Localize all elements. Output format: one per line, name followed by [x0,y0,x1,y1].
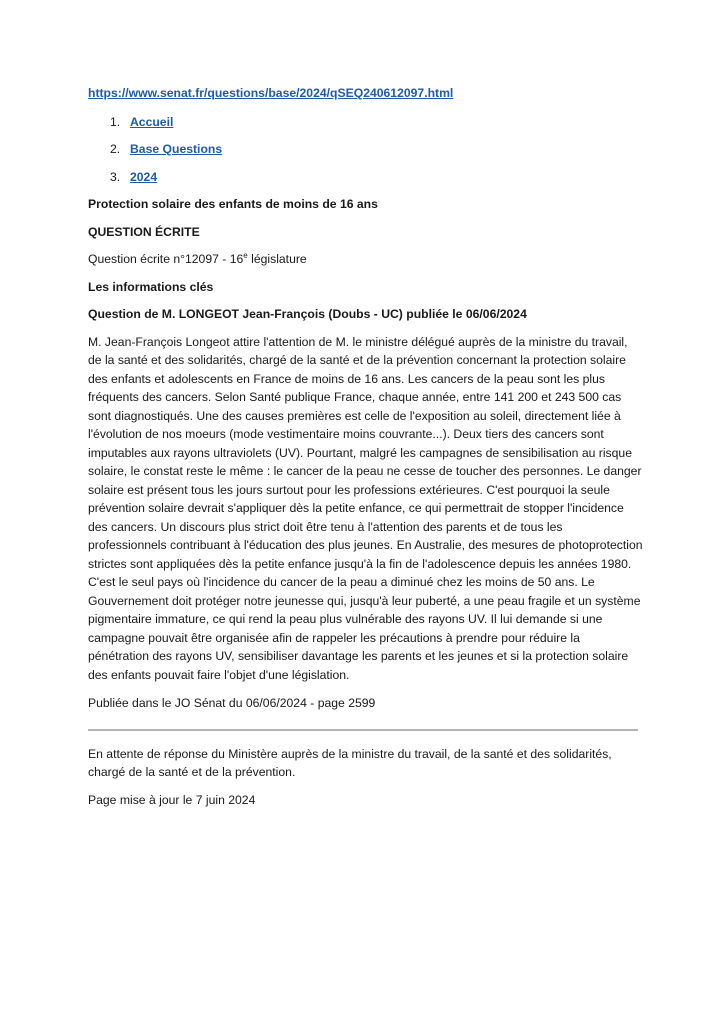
page-updated-date: Page mise à jour le 7 juin 2024 [88,792,256,807]
key-info-heading: Les informations clés [88,279,214,294]
breadcrumb-link-base-questions[interactable]: Base Questions [130,142,223,156]
breadcrumb-item-accueil [88,113,644,132]
breadcrumb-number: 2. [110,142,121,156]
response-status: En attente de réponse du Ministère auprès de la ministre du travail, de la santé et des solidarités, chargé de la santé et de la prévention. [88,746,612,779]
breadcrumb-link-2024[interactable]: 2024 [130,169,158,184]
breadcrumb-item-2024 [88,168,644,187]
publication-info: Publiée dans le JO Sénat du 06/06/2024 - page 2599 [88,696,376,710]
breadcrumb [88,113,644,187]
breadcrumb-link-accueil[interactable]: Accueil [130,114,174,129]
breadcrumb-item-base-questions [88,140,644,159]
breadcrumb-number: 1. [110,114,121,129]
question-type-heading: QUESTION ÉCRITE [88,224,200,239]
source-url-link[interactable]: https://www.senat.fr/questions/base/2024/qSEQ240612097.html [88,86,454,100]
question-body-text: M. Jean-François Longeot attire l'attention de M. le ministre délégué auprès de la ministre du travail, de la santé et des solidarités, chargé de la santé et de la prévention concernant la protection solaire des enfants et adolescents en France de moins de 16 ans. Les cancers de la peau sont les plus fréquents des cancers. Selon Santé publique France, chaque année, entre 141 200 et 243 500 cas sont diagnostiqués. Une des causes premières est celle de l'exposition au soleil, directement liée à l'évolution de nos moeurs (mode vestimentaire moins couvrante...). Deux tiers des cancers sont imputables aux rayons ultraviolets (UV). Pourtant, malgré les campagnes de sensibilisation au risque solaire, le constat reste le même : le cancer de la peau ne cesse de toucher des personnes. Le danger solaire est présent tous les jours surtout pour les professions extérieures. C'est pourquoi la seule prévention solaire devrait s'appliquer dès la petite enfance, ce qui permettrait de stopper l'incidence des cancers. Un discours plus strict doit être tenu à l'attention des parents et de tous les professionnels contribuant à l'éducation des plus jeunes. En Australie, des mesures de photoprotection strictes sont appliquées dès la petite enfance jusqu'à la fin de l'adolescence depuis les années 1980. C'est le seul pays où l'incidence du cancer de la peau a diminué chez les moins de 50 ans. Le Gouvernement doit protéger notre jeunesse qui, jusqu'à leur puberté, a une peau fragile et un système pigmentaire immature, ce qui rend la peau plus vulnérable des rayons UV. Il lui demande si une campagne pouvait être organisée afin de rappeler les précautions à prendre pour réduire la pénétration des rayons UV, sensibiliser davantage les parents et les jeunes et si la protection solaire des enfants pouvait faire l'objet d'une législation. [88,334,643,682]
document-content [88,84,644,818]
question-ref-prefix: Question écrite n°12097 - 16 [88,252,244,266]
question-author-line: Question de M. LONGEOT Jean-François (Doubs - UC) publiée le 06/06/2024 [88,307,527,321]
breadcrumb-number: 3. [110,169,121,184]
section-divider [88,729,638,731]
page-title: Protection solaire des enfants de moins de 16 ans [88,197,378,211]
question-reference [88,250,644,269]
question-ref-sup: e [243,250,248,260]
question-ref-suffix: législature [247,252,307,266]
